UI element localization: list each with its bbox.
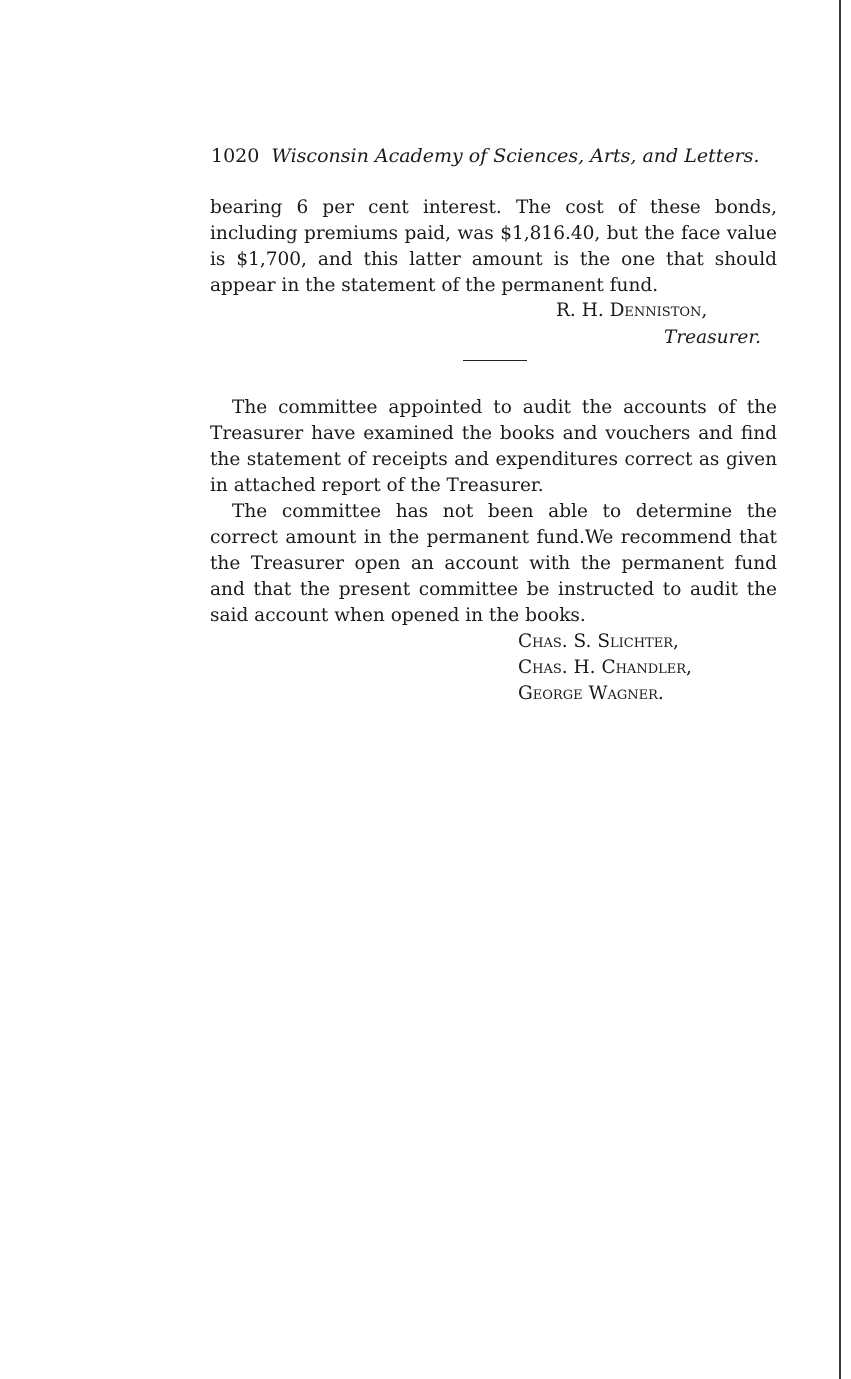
committee-recommendation-paragraph (210, 499, 777, 629)
continuation-paragraph (210, 195, 777, 299)
running-head (211, 145, 771, 167)
committee-signatures (518, 629, 692, 707)
committee-signature-slichter: Chas. S. Slichter, (518, 631, 679, 652)
journal-title: Wisconsin Academy of Sciences, Arts, and Letters. (271, 145, 760, 167)
page-edge (839, 0, 841, 1379)
treasurer-name: R. H. Denniston, (556, 300, 708, 321)
committee-report-paragraph (210, 395, 777, 499)
section-separator (463, 360, 527, 361)
continuation-text: bearing 6 per cent interest. The cost of these bonds, including premiums paid, was $1,816.40, but the face value is $1,700, and this latter amount is the one that should appear in the statement of the permanent fund. (210, 197, 777, 296)
committee-signature-chandler: Chas. H. Chandler, (518, 657, 692, 678)
treasurer-title: Treasurer. (664, 327, 762, 348)
committee-report-text: The committee appointed to audit the accounts of the Treasurer have examined the books and vouchers and find the statement of receipts and expenditures correct as given in attached report of the Treasurer. (210, 397, 777, 496)
committee-signature-wagner: George Wagner. (518, 683, 664, 704)
page-number: 1020 (211, 145, 260, 167)
committee-recommendation-text: The committee has not been able to determine the correct amount in the permanent fund.We recommend that the Treasurer open an account with the permanent fund and that the present committee be instructed to audit the said account when opened in the books. (210, 501, 777, 626)
